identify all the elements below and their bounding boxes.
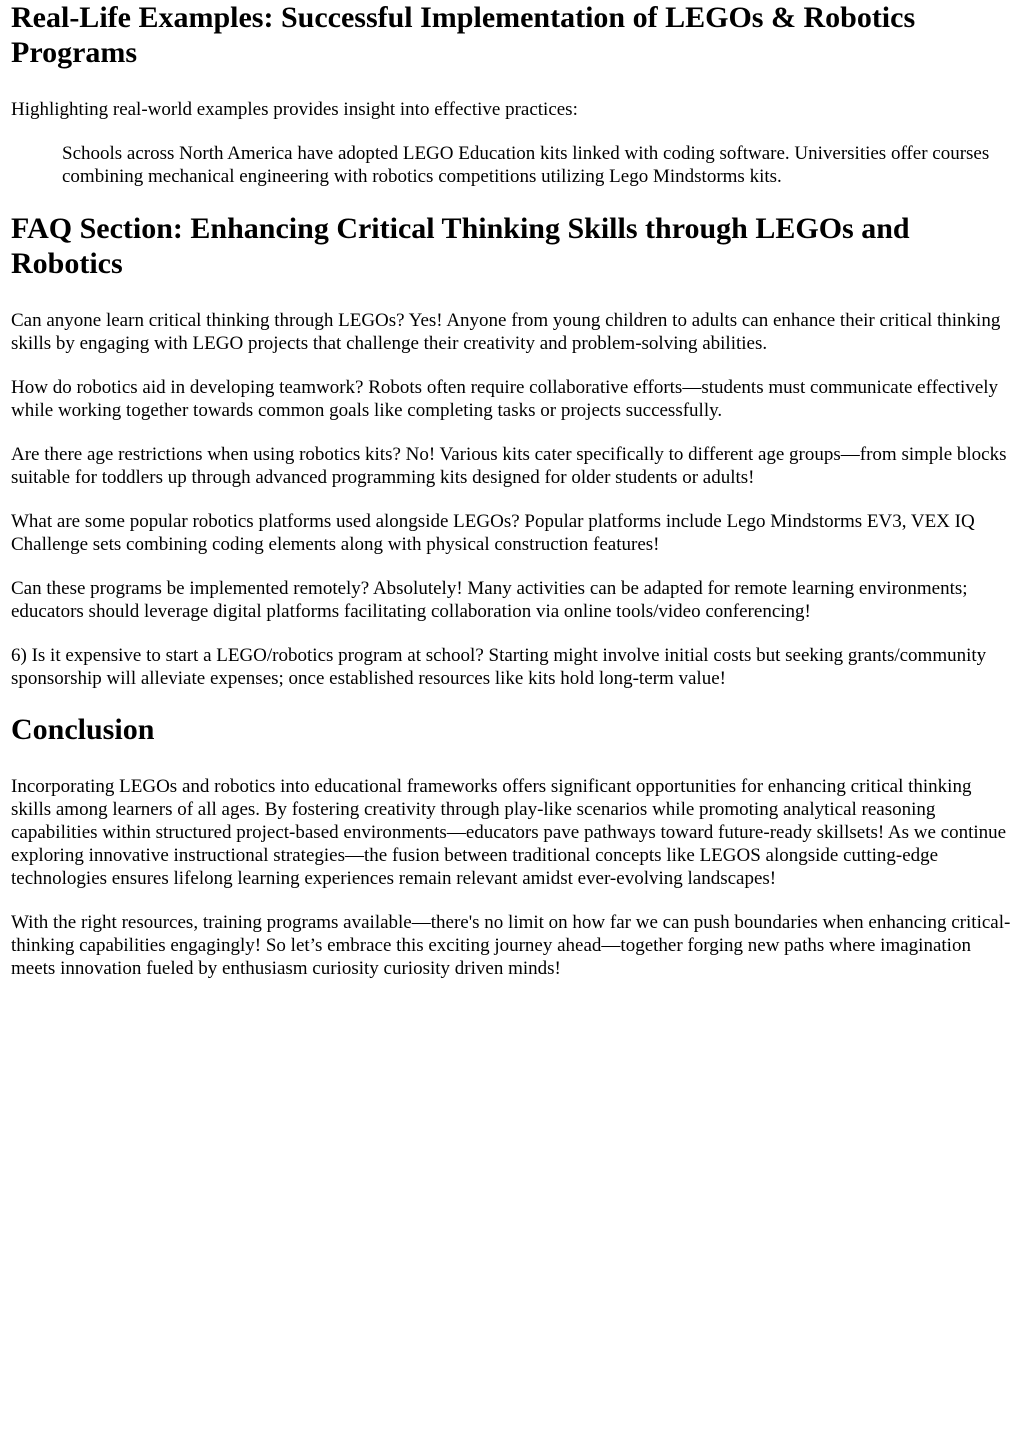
section-heading-real-life-examples: Real-Life Examples: Successful Implementation of LEGOs & Robotics Programs (11, 1, 916, 69)
conclusion-paragraph: Incorporating LEGOs and robotics into educational frameworks offers significant opportunities for enhancing critical thinking skills among learners of all ages. By fostering creativity through play-like scenarios while promoting analytical reasoning capabilities within structured project-based environments—educators pave pathways toward future-ready skillsets! As we continue exploring innovative instructional strategies—the fusion between traditional concepts like LEGOS alongside cutting-edge technologies ensures lifelong learning experiences remain relevant amidst ever-evolving landscapes! (11, 776, 1007, 889)
conclusion-paragraph: With the right resources, training programs available—there's no limit on how far we can push boundaries when enhancing critical-thinking capabilities engagingly! So let’s embrace this exciting journey ahead—together forging new paths where imagination meets innovation fueled by enthusiasm curiosity curiosity driven minds! (11, 912, 1011, 979)
section-heading-faq: FAQ Section: Enhancing Critical Thinking Skills through LEGOs and Robotics (11, 212, 910, 280)
faq-item: What are some popular robotics platforms used alongside LEGOs? Popular platforms include Lego Mindstorms EV3, VEX IQ Challenge sets combining coding elements along with physical construction features! (11, 511, 975, 555)
section-heading-conclusion: Conclusion (11, 713, 155, 746)
real-life-intro-paragraph: Highlighting real-world examples provides insight into effective practices: (11, 99, 578, 120)
faq-item: Are there age restrictions when using robotics kits? No! Various kits cater specifically to different age groups—from simple blocks suitable for toddlers up through advanced programming kits designed for older students or adults! (11, 444, 1007, 488)
faq-item: Can anyone learn critical thinking through LEGOs? Yes! Anyone from young children to adults can enhance their critical thinking skills by engaging with LEGO projects that challenge their creativity and problem-solving abilities. (11, 310, 1001, 354)
real-life-examples-quote: Schools across North America have adopted LEGO Education kits linked with coding software. Universities offer courses combining mechanical engineering with robotics competitions utilizing Lego Mindstorms kits. (62, 143, 990, 187)
faq-item: Can these programs be implemented remotely? Absolutely! Many activities can be adapted for remote learning environments; educators should leverage digital platforms facilitating collaboration via online tools/video conferencing! (11, 578, 968, 622)
faq-item: 6) Is it expensive to start a LEGO/robotics program at school? Starting might involve initial costs but seeking grants/community sponsorship will alleviate expenses; once established resources like kits hold long-term value! (11, 645, 987, 689)
faq-item: How do robotics aid in developing teamwork? Robots often require collaborative efforts—students must communicate effectively while working together towards common goals like completing tasks or projects successfully. (11, 377, 999, 421)
